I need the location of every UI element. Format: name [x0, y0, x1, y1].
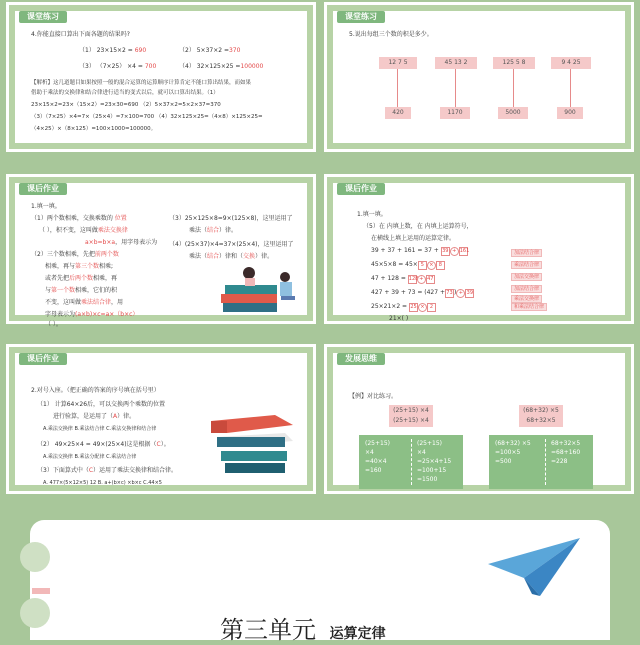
law-tag: 乘法结合律 — [511, 261, 542, 269]
options-2: A.乘法交换律 B.乘法分配律 C.乘法结合律 — [43, 454, 137, 460]
step: =40×4 — [365, 458, 387, 465]
expression: 68+32×5 — [526, 417, 556, 424]
explanation-line-4: （3）（7×25）×4=7×（25×4）=7×100=700 （4）32×125×25=（4×8）×125×25= — [31, 114, 263, 120]
slide-exercise-4[interactable] — [6, 2, 316, 152]
subquestion-1: （1） 计算64×26后，可以交换两个乘数的位置 — [37, 401, 166, 408]
connector — [397, 69, 398, 107]
step: (68+32) ×5 — [495, 440, 531, 447]
number-group: 12 7 5 — [379, 57, 417, 69]
slide-extension[interactable] — [324, 344, 634, 494]
law-tag: 加法结合律 — [511, 249, 542, 257]
divider — [545, 439, 546, 485]
fill-line: （3）25×125×8=9×(125×8)，这里运用了 — [169, 215, 293, 222]
problem-1: （1） 23×15×2 = 690 — [79, 47, 147, 54]
subquestion-1-blank: 进行验算，是运用了（A）律。 — [53, 413, 136, 420]
equation-4: 427 + 39 + 73 = (427 +73) + 39 — [371, 289, 474, 296]
reading-children-illustration — [219, 261, 309, 319]
left-solution-box — [359, 435, 463, 489]
step: =25×4+15 — [417, 458, 452, 465]
books-illustration — [205, 411, 299, 477]
fill-line: 乘法（结合）律和（交换）律。 — [189, 253, 274, 260]
slide-title: 发展思维 — [337, 353, 385, 365]
explanation-line-5: （4×25）×（8×125）=100×1000=100000。 — [31, 126, 157, 132]
number-group: 45 13 2 — [435, 57, 477, 69]
fill-line: （1）两个数相乘，交换乘数的 位置 — [31, 215, 127, 222]
solution-column-2 — [417, 439, 451, 484]
step: =68+160 — [551, 449, 581, 456]
step: (25+15) — [417, 440, 442, 447]
question: 1.填一填。 — [357, 211, 387, 218]
solution-column-2 — [551, 439, 580, 466]
problem-2: （2） 5×37×2 =370 — [179, 47, 241, 54]
step: =500 — [495, 458, 512, 465]
question: 4.你能直接口算出下面各题的结果吗? — [31, 31, 130, 38]
right-compare-box — [519, 405, 563, 427]
answer-box: 1170 — [440, 107, 470, 119]
number-group: 9 4 25 — [551, 57, 591, 69]
connector — [570, 69, 571, 107]
slide-exercise-5[interactable] — [324, 2, 634, 152]
explanation-line-1: 【解析】这几道题目如果按照一般的混合运算的运算顺序计算肯定不能口算出结果，而如果 — [31, 80, 252, 86]
slide-title: 课堂练习 — [337, 11, 385, 23]
answer-box: 900 — [557, 107, 583, 119]
ring-decoration — [20, 598, 50, 628]
fill-line: a×b=b×a，用字母表示为 — [85, 239, 158, 246]
question: 5.说出每组三个数的积是多少。 — [349, 31, 433, 38]
right-solution-box — [489, 435, 593, 489]
unit-number: 第三单元 — [220, 616, 316, 644]
law-tag: 乘法交换律 — [511, 295, 542, 303]
number-group: 125 5 8 — [493, 57, 535, 69]
step: ×4 — [365, 449, 374, 456]
slide-title: 课后作业 — [337, 183, 385, 195]
unit-title — [220, 610, 386, 645]
question: 2.对号入座。（把正确的答案的序号填在括号里） — [31, 387, 160, 394]
options-3: A. 477×(5×12×5) 12 B. a+(b×c) ×b×c C.44×5 — [43, 480, 162, 486]
subquestion-3: （3）下面算式中（C）运用了乘法交换律和结合律。 — [37, 467, 178, 474]
expression: (25+15) ×4 — [393, 417, 429, 424]
answer-box: 420 — [385, 107, 411, 119]
fill-line: 字母表示为(a×b)×c=a×（b×c） — [45, 311, 139, 318]
instruction-1: （5）在 内填上数，在 内填上运算符号， — [363, 223, 473, 230]
fill-line: 相乘，再与第三个数相乘; — [45, 263, 114, 270]
instruction-2: 在横线上填上运用的运算定律。 — [371, 235, 456, 242]
answer-box: 5000 — [498, 107, 528, 119]
equation-3: 47 + 128 = 128+ 47 — [371, 275, 434, 282]
options-1: A.乘法交换律 B.乘法结合律 C.乘法交换律和结合律 — [43, 426, 157, 432]
tab-decoration — [32, 588, 50, 594]
problem-3: （3） （7×25） ×4 = 700 — [79, 63, 157, 70]
step: =228 — [551, 458, 568, 465]
problem-4: （4） 32×125×25 =100000 — [179, 63, 264, 70]
law-tag: 加法结合律 — [511, 285, 542, 293]
explanation-line-3: 23×15×2=23×（15×2）=23×30=690 （2）5×37×2=5×2×37=370 — [31, 102, 221, 108]
slide-title: 课后作业 — [19, 183, 67, 195]
step: =100×5 — [495, 449, 521, 456]
left-compare-box — [389, 405, 433, 427]
step: 68+32×5 — [551, 440, 581, 447]
slide-cover[interactable] — [30, 520, 610, 644]
law-tag: 加法交换律 — [511, 273, 542, 281]
connector — [455, 69, 456, 107]
fill-line: 或者先把后两个数相乘，再 — [45, 275, 118, 282]
step: (25+15) — [365, 440, 390, 447]
equation-5: 25×21×2 = 25 × 2 — [371, 303, 436, 312]
subquestion-2: （2） 49×25×4 = 49×(25×4)这是根据（C）。 — [37, 441, 170, 448]
explanation-line-2: 借助于乘法的交换律和结合律进行适当的变式以后，就可以口算出结果。（1） — [31, 90, 219, 96]
question: 1.填一填。 — [31, 203, 61, 210]
step: ×4 — [417, 449, 426, 456]
divider — [411, 439, 412, 485]
solution-column-1 — [365, 439, 390, 475]
fill-line: 乘法（结合）律。 — [189, 227, 238, 234]
ring-decoration — [20, 542, 50, 572]
expression: (68+32) ×5 — [523, 407, 559, 414]
fill-line: （4）(25×37)×4=37×(25×4)，这里运用了 — [169, 241, 294, 248]
step: =1500 — [417, 476, 438, 483]
paper-plane-icon — [484, 534, 584, 600]
unit-subtitle: 运算定律 — [329, 626, 386, 642]
fill-line: 不变，这叫做乘法结合律，用 — [45, 299, 124, 306]
slide-title: 课堂练习 — [19, 11, 67, 23]
step: =160 — [365, 467, 382, 474]
fill-line: （ ）。 — [45, 321, 62, 328]
slide-border — [327, 5, 631, 149]
slide-homework-1[interactable] — [6, 174, 316, 328]
fill-line: （ ），积不变，这叫做乘法交换律 — [39, 227, 128, 234]
connector — [513, 69, 514, 107]
example-label: 【例】对比练习。 — [349, 393, 398, 400]
step: =100+15 — [417, 467, 447, 474]
slide-homework-3[interactable] — [6, 344, 316, 494]
equation-6: 21×( ) — [389, 315, 409, 322]
slide-title: 课后作业 — [19, 353, 67, 365]
equation-1: 39 + 37 + 161 = 37 + 39 + 161 — [371, 247, 470, 254]
slide-homework-2[interactable] — [324, 174, 634, 324]
solution-column-1 — [495, 439, 531, 466]
fill-line: （2）三个数相乘，先把前两个数 — [31, 251, 119, 258]
law-tag: 和乘法结合律 — [511, 303, 547, 311]
expression: (25+15) ×4 — [393, 407, 429, 414]
equation-2: 45×5×8 = 45× 5 × 8 — [371, 261, 445, 270]
fill-line: 与第一个数相乘，它们的积 — [45, 287, 118, 294]
